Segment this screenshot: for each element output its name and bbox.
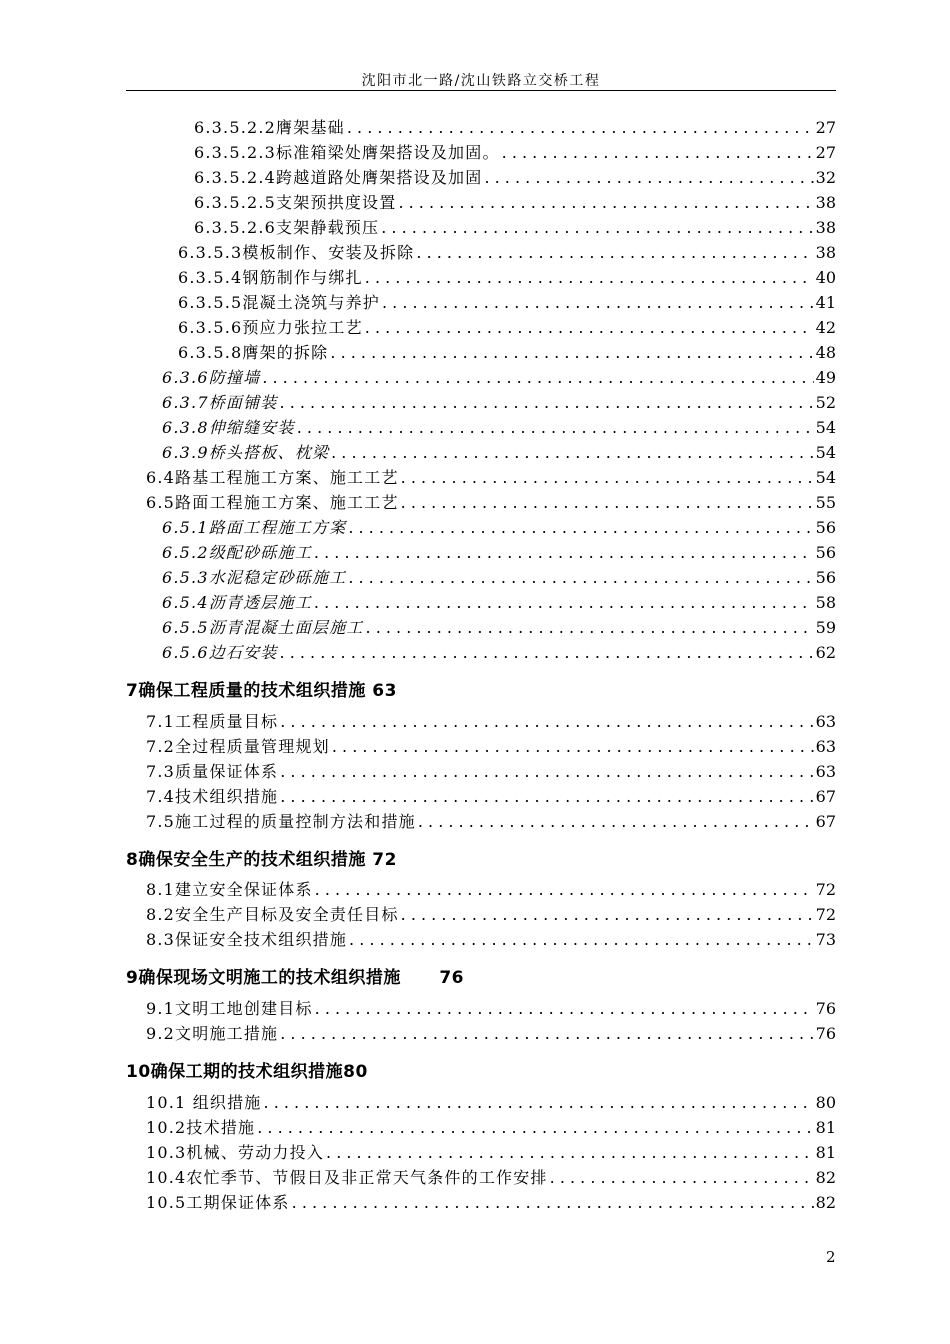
running-header: 沈阳市北一路/沈山铁路立交桥工程 xyxy=(361,73,601,89)
toc-entry[interactable] xyxy=(162,391,836,413)
toc-entry-page: 52 xyxy=(815,393,836,412)
toc-entry-label: 9.2文明施工措施 xyxy=(146,1024,279,1043)
toc-entry-label: 6.3.5.2.2膺架基础 xyxy=(194,118,345,137)
toc-leader-dots xyxy=(365,318,814,338)
toc-entry-page: 42 xyxy=(815,318,836,337)
toc-entry-page: 72 xyxy=(815,905,836,924)
toc-entry-label: 7.3质量保证体系 xyxy=(146,762,279,781)
toc-entry-page: 81 xyxy=(815,1143,836,1162)
toc-chapter-heading[interactable]: 7确保工程质量的技术组织措施 63 xyxy=(126,681,397,701)
toc-entry[interactable] xyxy=(146,928,836,950)
toc-entry[interactable] xyxy=(146,878,836,900)
toc-leader-dots xyxy=(349,930,814,950)
toc-entry-page: 27 xyxy=(815,143,836,162)
toc-entry-label: 6.4路基工程施工方案、施工工艺 xyxy=(146,468,399,487)
toc-entry[interactable] xyxy=(162,591,836,613)
toc-entry[interactable] xyxy=(146,903,836,925)
toc-leader-dots xyxy=(401,493,814,513)
toc-entry-page: 76 xyxy=(815,1024,836,1043)
toc-leader-dots xyxy=(330,343,813,363)
toc-entry-label: 9.1文明工地创建目标 xyxy=(146,999,313,1018)
toc-entry-label: 6.5.1路面工程施工方案 xyxy=(162,518,347,537)
toc-entry-label: 6.3.6防撞墙 xyxy=(162,368,261,387)
toc-entry[interactable] xyxy=(178,241,836,263)
toc-leader-dots xyxy=(366,618,814,638)
toc-entry-page: 80 xyxy=(815,1093,836,1112)
toc-leader-dots xyxy=(550,1168,814,1188)
toc-entry[interactable] xyxy=(146,997,836,1019)
toc-entry-page: 63 xyxy=(815,712,836,731)
toc-leader-dots xyxy=(315,999,814,1019)
toc-entry-label: 6.3.5.4钢筋制作与绑扎 xyxy=(178,268,363,287)
toc-entry[interactable] xyxy=(162,641,836,663)
toc-entry[interactable] xyxy=(146,735,836,757)
toc-entry-label: 6.5.5沥青混凝土面层施工 xyxy=(162,618,364,637)
toc-entry-label: 8.3保证安全技术组织措施 xyxy=(146,930,348,949)
toc-entry-page: 73 xyxy=(815,930,836,949)
toc-leader-dots xyxy=(331,443,814,463)
toc-chapter-heading[interactable]: 9确保现场文明施工的技术组织措施 76 xyxy=(126,968,464,988)
toc-leader-dots xyxy=(280,712,813,732)
toc-leader-dots xyxy=(382,293,814,313)
toc-entry-page: 82 xyxy=(815,1193,836,1212)
toc-entry[interactable] xyxy=(178,266,836,288)
toc-entry[interactable] xyxy=(146,1166,836,1188)
toc-entry-page: 56 xyxy=(815,518,836,537)
toc-entry[interactable] xyxy=(146,1141,836,1163)
toc-leader-dots xyxy=(332,737,814,757)
toc-entry-label: 10.1 组织措施 xyxy=(146,1093,262,1112)
toc-entry-label: 10.5工期保证体系 xyxy=(146,1193,290,1212)
toc-entry-label: 6.3.5.3模板制作、安装及拆除 xyxy=(178,243,415,262)
toc-leader-dots xyxy=(280,643,814,663)
toc-leader-dots xyxy=(347,118,814,138)
toc-entry[interactable] xyxy=(194,191,836,213)
toc-entry-page: 59 xyxy=(815,618,836,637)
toc-entry-label: 6.5.4沥青透层施工 xyxy=(162,593,312,612)
toc-leader-dots xyxy=(401,905,814,925)
toc-entry-label: 8.1建立安全保证体系 xyxy=(146,880,313,899)
toc-entry-label: 8.2安全生产目标及安全责任目标 xyxy=(146,905,399,924)
toc-leader-dots xyxy=(365,268,814,288)
toc-entry-page: 56 xyxy=(815,568,836,587)
toc-entry-page: 63 xyxy=(815,737,836,756)
toc-entry[interactable] xyxy=(146,466,836,488)
toc-entry[interactable] xyxy=(146,1191,836,1213)
toc-entry-page: 40 xyxy=(815,268,836,287)
toc-entry-page: 48 xyxy=(815,343,836,362)
toc-leader-dots xyxy=(264,1093,814,1113)
toc-entry-page: 58 xyxy=(815,593,836,612)
toc-entry-label: 6.3.5.2.3标准箱梁处膺架搭设及加固。 xyxy=(194,143,500,162)
toc-entry-page: 56 xyxy=(815,543,836,562)
toc-entry-page: 54 xyxy=(815,418,836,437)
toc-entry-label: 10.2技术措施 xyxy=(146,1118,256,1137)
toc-chapter-heading[interactable]: 10确保工期的技术组织措施80 xyxy=(126,1062,368,1082)
toc-entry-label: 6.5路面工程施工方案、施工工艺 xyxy=(146,493,399,512)
toc-leader-dots xyxy=(280,762,813,782)
toc-entry-page: 72 xyxy=(815,880,836,899)
toc-entry[interactable] xyxy=(146,785,836,807)
toc-entry-page: 67 xyxy=(815,787,836,806)
toc-entry[interactable] xyxy=(146,1091,836,1113)
toc-leader-dots xyxy=(381,218,813,238)
toc-leader-dots xyxy=(398,193,813,213)
toc-entry-label: 6.3.5.6预应力张拉工艺 xyxy=(178,318,363,337)
toc-entry-page: 81 xyxy=(815,1118,836,1137)
toc-entry-label: 10.3机械、劳动力投入 xyxy=(146,1143,325,1162)
toc-entry-label: 7.5施工过程的质量控制方法和措施 xyxy=(146,812,416,831)
toc-entry-label: 6.3.5.2.6支架静载预压 xyxy=(194,218,380,237)
toc-entry[interactable] xyxy=(146,760,836,782)
toc-entry-label: 6.3.5.2.4跨越道路处膺架搭设及加固 xyxy=(194,168,483,187)
toc-entry[interactable] xyxy=(178,316,836,338)
toc-entry-label: 6.5.6边石安装 xyxy=(162,643,278,662)
toc-entry[interactable] xyxy=(162,566,836,588)
toc-leader-dots xyxy=(257,1118,813,1138)
toc-entry[interactable] xyxy=(146,710,836,732)
toc-entry-page: 67 xyxy=(815,812,836,831)
toc-entry-label: 6.5.3水泥稳定砂砾施工 xyxy=(162,568,347,587)
toc-entry-label: 6.3.8伸缩缝安装 xyxy=(162,418,295,437)
toc-entry-page: 49 xyxy=(815,368,836,387)
toc-entry-page: 76 xyxy=(815,999,836,1018)
toc-entry[interactable] xyxy=(162,366,836,388)
toc-entry[interactable] xyxy=(162,541,836,563)
toc-entry[interactable] xyxy=(194,116,836,138)
toc-chapter-heading[interactable]: 8确保安全生产的技术组织措施 72 xyxy=(126,850,397,870)
toc-entry[interactable] xyxy=(194,141,836,163)
toc-entry-label: 6.3.5.8膺架的拆除 xyxy=(178,343,329,362)
toc-entry-page: 38 xyxy=(815,218,836,237)
toc-leader-dots xyxy=(292,1193,814,1213)
toc-entry[interactable] xyxy=(194,166,836,188)
toc-leader-dots xyxy=(280,393,814,413)
toc-entry-page: 55 xyxy=(815,493,836,512)
toc-leader-dots xyxy=(416,243,813,263)
toc-leader-dots xyxy=(484,168,813,188)
toc-leader-dots xyxy=(315,880,814,900)
toc-entry[interactable] xyxy=(162,616,836,638)
toc-entry[interactable] xyxy=(178,341,836,363)
toc-leader-dots xyxy=(326,1143,814,1163)
toc-entry-page: 32 xyxy=(815,168,836,187)
toc-entry[interactable] xyxy=(146,810,836,832)
toc-leader-dots xyxy=(314,543,814,563)
toc-leader-dots xyxy=(314,593,814,613)
header-divider xyxy=(126,90,836,91)
toc-leader-dots xyxy=(418,812,814,832)
toc-entry-label: 6.3.9桥头搭板、枕梁 xyxy=(162,443,330,462)
toc-entry-label: 6.3.5.2.5支架预拱度设置 xyxy=(194,193,397,212)
toc-entry[interactable] xyxy=(194,216,836,238)
toc-entry[interactable] xyxy=(162,516,836,538)
toc-entry-page: 62 xyxy=(815,643,836,662)
toc-entry-label: 6.3.7桥面铺装 xyxy=(162,393,278,412)
toc-entry-page: 38 xyxy=(815,243,836,262)
toc-leader-dots xyxy=(280,787,813,807)
toc-leader-dots xyxy=(502,143,814,163)
toc-entry-page: 82 xyxy=(815,1168,836,1187)
toc-entry[interactable] xyxy=(146,1022,836,1044)
toc-entry[interactable] xyxy=(146,491,836,513)
toc-entry-label: 6.3.5.5混凝土浇筑与养护 xyxy=(178,293,380,312)
toc-entry-label: 10.4农忙季节、节假日及非正常天气条件的工作安排 xyxy=(146,1168,548,1187)
toc-leader-dots xyxy=(348,568,813,588)
page-number: 2 xyxy=(826,1248,836,1266)
toc-entry-page: 38 xyxy=(815,193,836,212)
toc-entry-page: 54 xyxy=(815,443,836,462)
toc-entry[interactable] xyxy=(162,416,836,438)
toc-leader-dots xyxy=(262,368,813,388)
toc-leader-dots xyxy=(297,418,814,438)
toc-entry[interactable] xyxy=(162,441,836,463)
toc-entry-page: 63 xyxy=(815,762,836,781)
toc-leader-dots xyxy=(401,468,814,488)
toc-entry-label: 7.4技术组织措施 xyxy=(146,787,279,806)
toc-entry-page: 54 xyxy=(815,468,836,487)
toc-entry-page: 41 xyxy=(815,293,836,312)
toc-entry-label: 7.1工程质量目标 xyxy=(146,712,279,731)
toc-entry-label: 7.2全过程质量管理规划 xyxy=(146,737,330,756)
toc-entry-label: 6.5.2级配砂砾施工 xyxy=(162,543,312,562)
toc-leader-dots xyxy=(348,518,813,538)
toc-entry[interactable] xyxy=(146,1116,836,1138)
toc-entry[interactable] xyxy=(178,291,836,313)
toc-leader-dots xyxy=(280,1024,813,1044)
toc-entry-page: 27 xyxy=(815,118,836,137)
